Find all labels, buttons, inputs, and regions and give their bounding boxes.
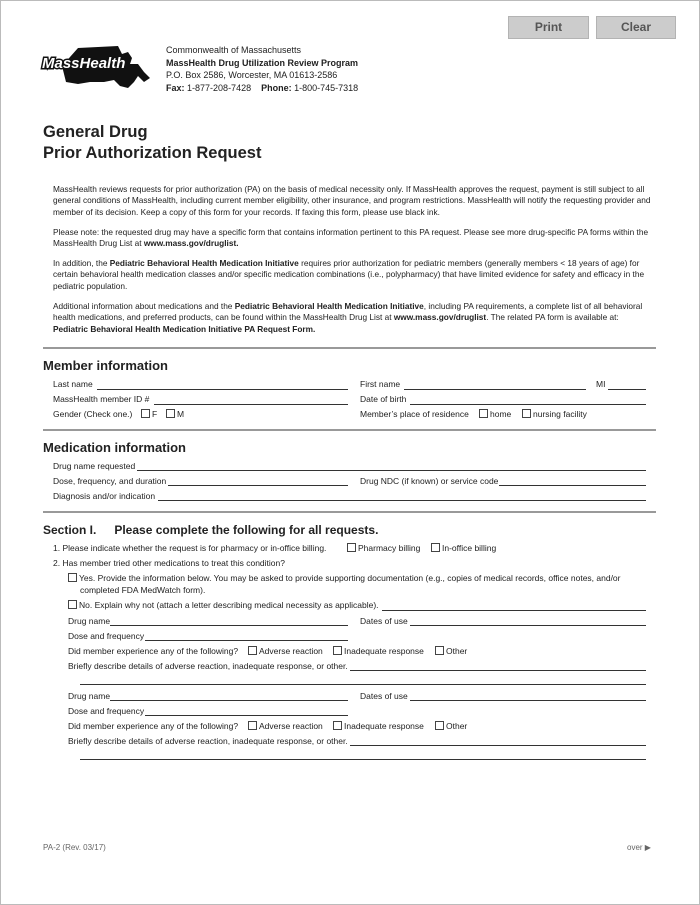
intro-paragraph-1: MassHealth reviews requests for prior authorization (PA) on the basis of medical necessity only. If MassHealth approves the request, payment is still subject to all general conditions of MassHealth, including current member eligibility, other insurance, and program restrictions. MassHealth will notify the requesting provider and member of its decision. Keep a copy of this form for your records. If faxing this form, please use black ink. [53, 184, 651, 217]
inadequate-1-checkbox[interactable] [333, 646, 342, 655]
describe-1-field-line2[interactable] [80, 684, 646, 685]
over-link[interactable]: over ▶ [627, 843, 651, 852]
page-title: General Drug Prior Authorization Request [43, 123, 262, 162]
q1-text: 1. Please indicate whether the request is for pharmacy or in-office billing. [53, 543, 327, 553]
diagnosis-field[interactable] [158, 500, 646, 501]
residence-home-option[interactable]: home [479, 409, 511, 420]
section1-rule [43, 511, 656, 513]
section1-heading: Section I. Please complete the following for all requests. [43, 523, 379, 537]
residence-label: Member’s place of residence [360, 409, 469, 419]
dose-frequency-1-field[interactable] [145, 640, 348, 641]
other-1-option[interactable]: Other [435, 646, 467, 657]
describe-2-field[interactable] [350, 745, 646, 746]
mi-label: MI [596, 379, 606, 389]
no-explain-field[interactable] [382, 610, 646, 611]
yes-checkbox[interactable] [68, 573, 77, 582]
member-section-rule [43, 347, 656, 349]
q2-text: 2. Has member tried other medications to treat this condition? [53, 558, 285, 568]
intro-paragraph-2: Please note: the requested drug may have a specific form that contains information pertinent to this PA request. Please see more drug-specific PA forms within the MassHealth Drug List at www.mass.gov/druglist. [53, 227, 649, 249]
intro-paragraph-4: Additional information about medications and the Pediatric Behavioral Health Medication Initiative, including PA requirements, a complete list of all behavioral health medications, and preferred products, can be found within the MassHealth Drug List at www.mass.gov/druglist. The related PA form is available at: Pediatric Behavioral Health Medication Initiative PA Request Form. [53, 301, 643, 334]
residence-nursing-option[interactable]: nursing facility [522, 409, 587, 420]
po-box: P.O. Box 2586, Worcester, MA 01613-2586 [166, 70, 338, 80]
medication-section-heading: Medication information [43, 440, 186, 455]
dates-of-use-2-label: Dates of use [360, 691, 408, 701]
first-name-label: First name [360, 379, 401, 389]
inadequate-2-checkbox[interactable] [333, 721, 342, 730]
drug-name-requested-label: Drug name requested [53, 461, 136, 471]
inadequate-1-option[interactable]: Inadequate response [333, 646, 424, 657]
dose-frequency-2-label: Dose and frequency [68, 706, 145, 716]
describe-2-field-line2[interactable] [80, 759, 646, 760]
intro-paragraph-3: In addition, the Pediatric Behavioral Health Medication Initiative requires prior authorization for pediatric members (generally members < 18 years of age) for certain behavioral health medication classes and/or specific medication combinations (i.e., polypharmacy) that have limited evidence for safety and efficacy in the pediatric population. [53, 258, 645, 291]
dob-label: Date of birth [360, 394, 407, 404]
no-checkbox[interactable] [68, 600, 77, 609]
yes-option[interactable]: Yes. Provide the information below. You may be asked to provide supporting documentation (e.g., copies of medical records, office notes, and/or [68, 573, 621, 584]
clear-button[interactable]: Clear [596, 16, 676, 39]
last-name-field[interactable] [97, 389, 348, 390]
yes-option-cont: completed FDA MedWatch form). [80, 585, 206, 595]
adverse-1-option[interactable]: Adverse reaction [248, 646, 323, 657]
drug-name-1-label: Drug name [68, 616, 111, 626]
gender-f-option[interactable]: F [141, 409, 157, 420]
member-id-label: MassHealth member ID # [53, 394, 150, 404]
masshealth-logo [40, 42, 152, 100]
adverse-1-checkbox[interactable] [248, 646, 257, 655]
svg-text:MassHealth: MassHealth [42, 55, 126, 72]
other-1-checkbox[interactable] [435, 646, 444, 655]
pharmacy-billing-checkbox[interactable] [347, 543, 356, 552]
dose-frequency-duration-field[interactable] [168, 485, 348, 486]
describe-1-field[interactable] [350, 670, 646, 671]
contact-line: Fax: 1-877-208-7428 Phone: 1-800-745-7318 [166, 82, 359, 93]
home-checkbox[interactable] [479, 409, 488, 418]
no-option[interactable]: No. Explain why not (attach a letter describing medical necessity as applicable). [68, 600, 379, 611]
print-button[interactable]: Print [508, 16, 589, 39]
medication-section-rule [43, 429, 656, 431]
experience-1-label: Did member experience any of the following? [68, 646, 239, 656]
nursing-facility-checkbox[interactable] [522, 409, 531, 418]
drug-name-2-field[interactable] [110, 700, 348, 701]
member-id-field[interactable] [154, 404, 348, 405]
gender-m-checkbox[interactable] [166, 409, 175, 418]
adverse-2-option[interactable]: Adverse reaction [248, 721, 323, 732]
form-id: PA-2 (Rev. 03/17) [43, 843, 106, 852]
inoffice-billing-checkbox[interactable] [431, 543, 440, 552]
druglist-link-2[interactable]: www.mass.gov/druglist [393, 312, 487, 323]
ndc-label: Drug NDC (if known) or service code [360, 476, 499, 486]
drug-name-2-label: Drug name [68, 691, 111, 701]
member-section-heading: Member information [43, 358, 168, 373]
gender-m-option[interactable]: M [166, 409, 184, 420]
dob-field[interactable] [410, 404, 646, 405]
drug-name-1-field[interactable] [110, 625, 348, 626]
inadequate-2-option[interactable]: Inadequate response [333, 721, 424, 732]
dates-of-use-2-field[interactable] [410, 700, 646, 701]
dates-of-use-1-label: Dates of use [360, 616, 408, 626]
dose-frequency-duration-label: Dose, frequency, and duration [53, 476, 167, 486]
org-name: Commonwealth of Massachusetts [166, 45, 302, 55]
fax-number: 1-877-208-7428 [187, 82, 252, 93]
describe-1-label: Briefly describe details of adverse reaction, inadequate response, or other. [68, 661, 348, 671]
drug-name-requested-field[interactable] [137, 470, 646, 471]
diagnosis-label: Diagnosis and/or indication [53, 491, 156, 501]
dose-frequency-1-label: Dose and frequency [68, 631, 145, 641]
druglist-link[interactable]: www.mass.gov/druglist. [143, 238, 239, 249]
describe-2-label: Briefly describe details of adverse reaction, inadequate response, or other. [68, 736, 348, 746]
mi-field[interactable] [608, 389, 646, 390]
first-name-field[interactable] [404, 389, 586, 390]
ndc-field[interactable] [499, 485, 646, 486]
gender-label: Gender (Check one.) [53, 409, 133, 419]
phone-number: 1-800-745-7318 [294, 82, 359, 93]
other-2-checkbox[interactable] [435, 721, 444, 730]
gender-f-checkbox[interactable] [141, 409, 150, 418]
play-arrow-icon: ▶ [644, 843, 651, 852]
pharmacy-billing-option[interactable]: Pharmacy billing [347, 543, 420, 554]
adverse-2-checkbox[interactable] [248, 721, 257, 730]
inoffice-billing-option[interactable]: In-office billing [431, 543, 496, 554]
last-name-label: Last name [53, 379, 93, 389]
header-address [166, 44, 358, 94]
pbhmi-form-link[interactable]: Pediatric Behavioral Health Medication Initiative PA Request Form. [53, 323, 316, 334]
dose-frequency-2-field[interactable] [145, 715, 348, 716]
program-name: MassHealth Drug Utilization Review Program [166, 57, 359, 68]
experience-2-label: Did member experience any of the following? [68, 721, 239, 731]
dates-of-use-1-field[interactable] [410, 625, 646, 626]
other-2-option[interactable]: Other [435, 721, 467, 732]
